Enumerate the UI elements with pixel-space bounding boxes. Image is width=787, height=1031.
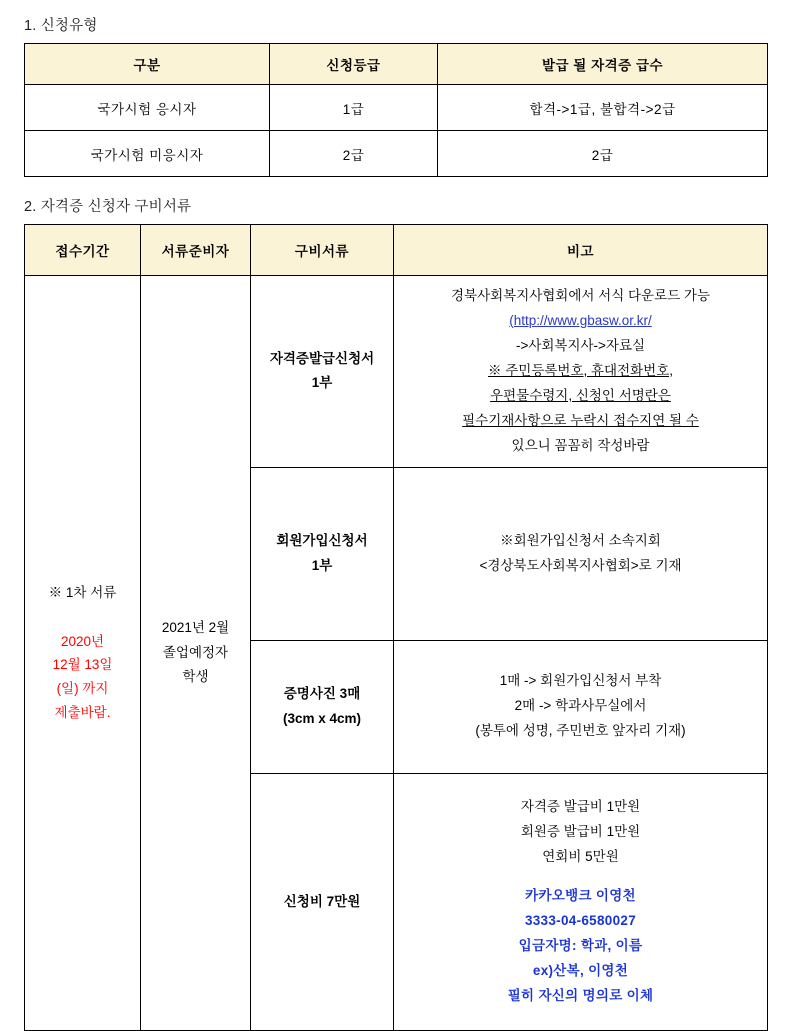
period-deadline-line-1: 2020년 (60, 633, 105, 649)
document-line-1: 증명사진 3매 (283, 686, 361, 702)
cell-document-membership-application (251, 467, 394, 640)
section-2-heading: 2. 자격증 신청자 구비서류 (24, 199, 192, 215)
remark-line-1: 경북사회복지사협회에서 서식 다운로드 가능 (450, 288, 711, 303)
cell-category-exam-taker: 국가시험 응시자 (25, 85, 270, 131)
document-line-2: (3cm x 4cm) (282, 710, 362, 726)
period-note: ※ 1차 서류 (48, 584, 117, 600)
fee-line-2: 회원증 발급비 1만원 (520, 823, 641, 839)
bank-line-3: 입금자명: 학과, 이름 (518, 937, 643, 953)
column-header-period: 접수기간 (25, 225, 141, 276)
remark-line-7: 있으니 꼼꼼히 작성바람 (511, 437, 650, 453)
fee-line-1: 자격증 발급비 1만원 (520, 798, 641, 814)
spacer (400, 870, 761, 884)
bank-account-number: 3333-04-6580027 (524, 912, 637, 928)
remark-line-6: 필수기재사항으로 누락시 접수지연 될 수 (462, 412, 699, 428)
table-row (25, 131, 768, 177)
table-row (25, 276, 768, 468)
document-line-1: 신청비 7만원 (283, 893, 361, 909)
document-line-2: 1부 (311, 375, 333, 391)
table-header-row (25, 225, 768, 276)
remark-line-3: ->사회복지사->자료실 (515, 337, 646, 353)
document-line-1: 회원가입신청서 (276, 533, 368, 549)
bank-line-1: 카카오뱅크 이영천 (525, 887, 636, 903)
bank-line-4: ex)산복, 이영천 (532, 962, 629, 978)
cell-document-photos (251, 640, 394, 773)
preparer-line-3: 학생 (182, 669, 209, 685)
cell-document-fee (251, 773, 394, 1030)
remark-line-2: 2매 -> 학과사무실에서 (514, 698, 647, 714)
cell-category-non-exam-taker: 국가시험 미응시자 (25, 131, 270, 177)
column-header-documents: 구비서류 (251, 225, 394, 276)
preparer-line-2: 졸업예정자 (162, 644, 229, 660)
remark-line-5: 우편물수령지, 신청인 서명란은 (490, 387, 671, 403)
column-header-remarks: 비고 (394, 225, 768, 276)
application-type-table (24, 43, 768, 177)
remark-line-3: (봉투에 성명, 주민번호 앞자리 기재) (475, 723, 686, 739)
cell-remarks-photos (394, 640, 768, 773)
period-deadline-line-3: (일) 까지 (56, 681, 109, 697)
cell-document-certificate-application (251, 276, 394, 468)
column-header-grade: 신청등급 (270, 44, 438, 85)
table-header-row (25, 44, 768, 85)
remark-line-1: 1매 -> 회원가입신청서 부착 (499, 673, 662, 689)
cell-remarks-certificate-application (394, 276, 768, 468)
document-line-1: 자격증발급신청서 (269, 351, 375, 367)
cell-document-preparer (141, 276, 251, 1031)
preparer-line-1: 2021년 2월 (161, 620, 230, 636)
cell-grade-exam-taker: 1급 (270, 85, 438, 131)
remark-line-1: ※회원가입신청서 소속지회 (500, 532, 661, 548)
association-website-link[interactable]: (http://www.gbasw.or.kr/ (509, 312, 652, 328)
period-deadline-line-2: 12월 13일 (52, 657, 113, 673)
column-header-category: 구분 (25, 44, 270, 85)
column-header-issued-grade: 발급 될 자격증 급수 (438, 44, 768, 85)
section-1-heading: 1. 신청유형 (24, 18, 98, 34)
remark-line-2: <경상북도사회복지사협회>로 기재 (479, 557, 682, 573)
bank-line-5: 필히 자신의 명의로 이체 (507, 987, 654, 1003)
cell-remarks-membership-application (394, 467, 768, 640)
cell-grade-non-exam-taker: 2급 (270, 131, 438, 177)
cell-remarks-fee (394, 773, 768, 1030)
required-documents-table (24, 224, 768, 1031)
cell-issued-exam-taker: 합격->1급, 불합격->2급 (438, 85, 768, 131)
cell-submission-period (25, 276, 141, 1031)
remark-line-4: ※ 주민등록번호, 휴대전화번호, (488, 362, 673, 378)
table-row (25, 85, 768, 131)
document-line-2: 1부 (311, 557, 333, 573)
period-deadline-line-4: 제출바람. (54, 704, 111, 720)
fee-line-3: 연회비 5만원 (542, 848, 619, 864)
cell-issued-non-exam-taker: 2급 (438, 131, 768, 177)
column-header-preparer: 서류준비자 (141, 225, 251, 276)
